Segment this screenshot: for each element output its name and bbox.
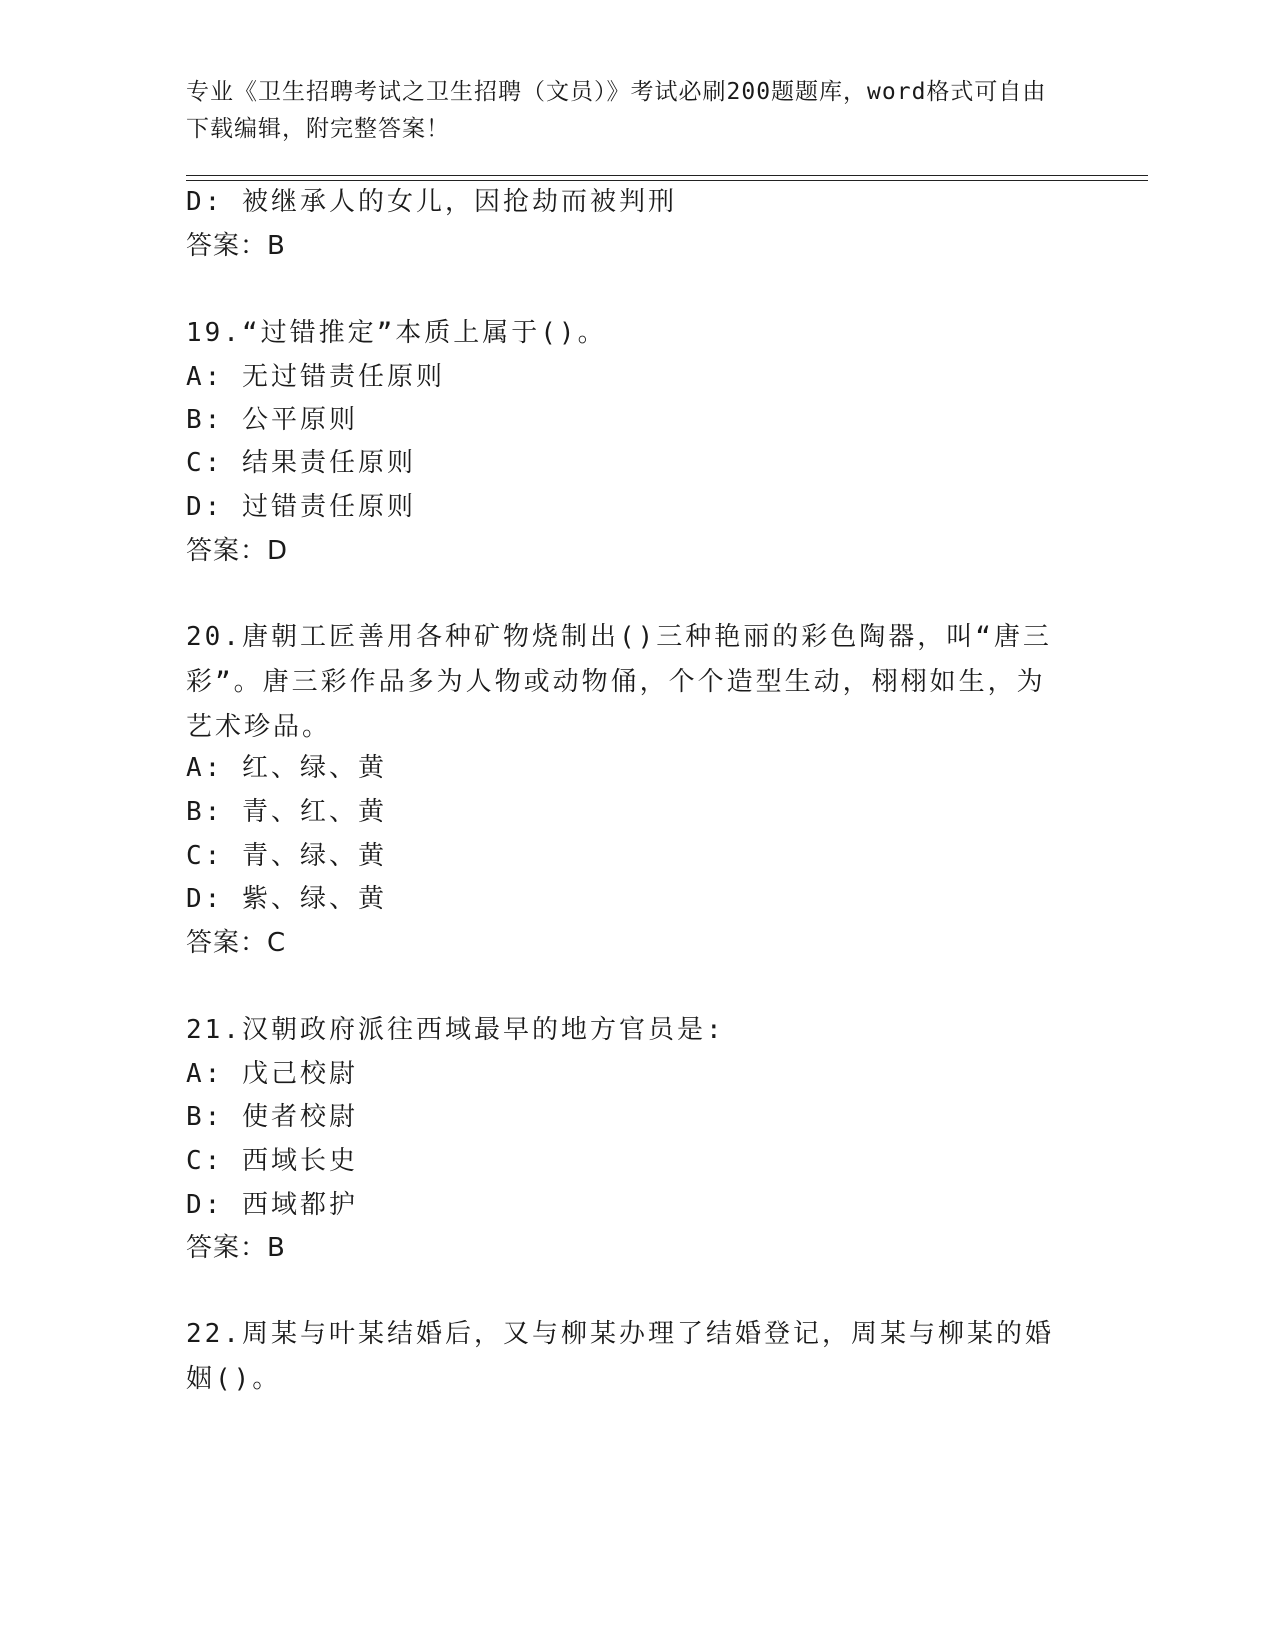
q19-option-c: C: 结果责任原则 [186, 448, 416, 478]
q19-option-d: D: 过错责任原则 [186, 492, 416, 522]
header-rule-top [186, 175, 1148, 176]
q20-option-c: C: 青、绿、黄 [186, 841, 387, 871]
q20-option-d: D: 紫、绿、黄 [186, 884, 387, 914]
q21-answer: 答案：B [186, 1233, 286, 1263]
q19-stem: 19.“过错推定”本质上属于()。 [186, 318, 607, 348]
q22-stem: 22.周某与叶某结婚后，又与柳某办理了结婚登记，周某与柳某的婚姻()。 [186, 1319, 1054, 1394]
q18-option-d: D: 被继承人的女儿，因抢劫而被判刑 [186, 187, 677, 217]
q19-answer: 答案：D [186, 536, 289, 566]
q20-answer: 答案：C [186, 928, 287, 958]
q21-stem: 21.汉朝政府派往西域最早的地方官员是: [186, 1015, 725, 1045]
q20-option-b: B: 青、红、黄 [186, 797, 387, 827]
q21-option-b: B: 使者校尉 [186, 1102, 358, 1132]
q19-option-a: A: 无过错责任原则 [186, 362, 445, 392]
q20-stem: 20.唐朝工匠善用各种矿物烧制出()三种艳丽的彩色陶器，叫“唐三彩”。唐三彩作品多为人物或动物俑，个个造型生动，栩栩如生，为艺术珍品。 [186, 622, 1052, 742]
q20-option-a: A: 红、绿、黄 [186, 753, 387, 783]
q21-option-c: C: 西域长史 [186, 1146, 358, 1176]
q21-option-a: A: 戊己校尉 [186, 1059, 358, 1089]
q19-option-b: B: 公平原则 [186, 405, 358, 435]
q21-option-d: D: 西域都护 [186, 1190, 358, 1220]
q18-answer: 答案：B [186, 231, 286, 261]
header-rule-bottom [186, 180, 1148, 181]
document-header: 专业《卫生招聘考试之卫生招聘（文员）》考试必刷200题题库，word格式可自由下载编辑，附完整答案！ [186, 79, 1047, 142]
